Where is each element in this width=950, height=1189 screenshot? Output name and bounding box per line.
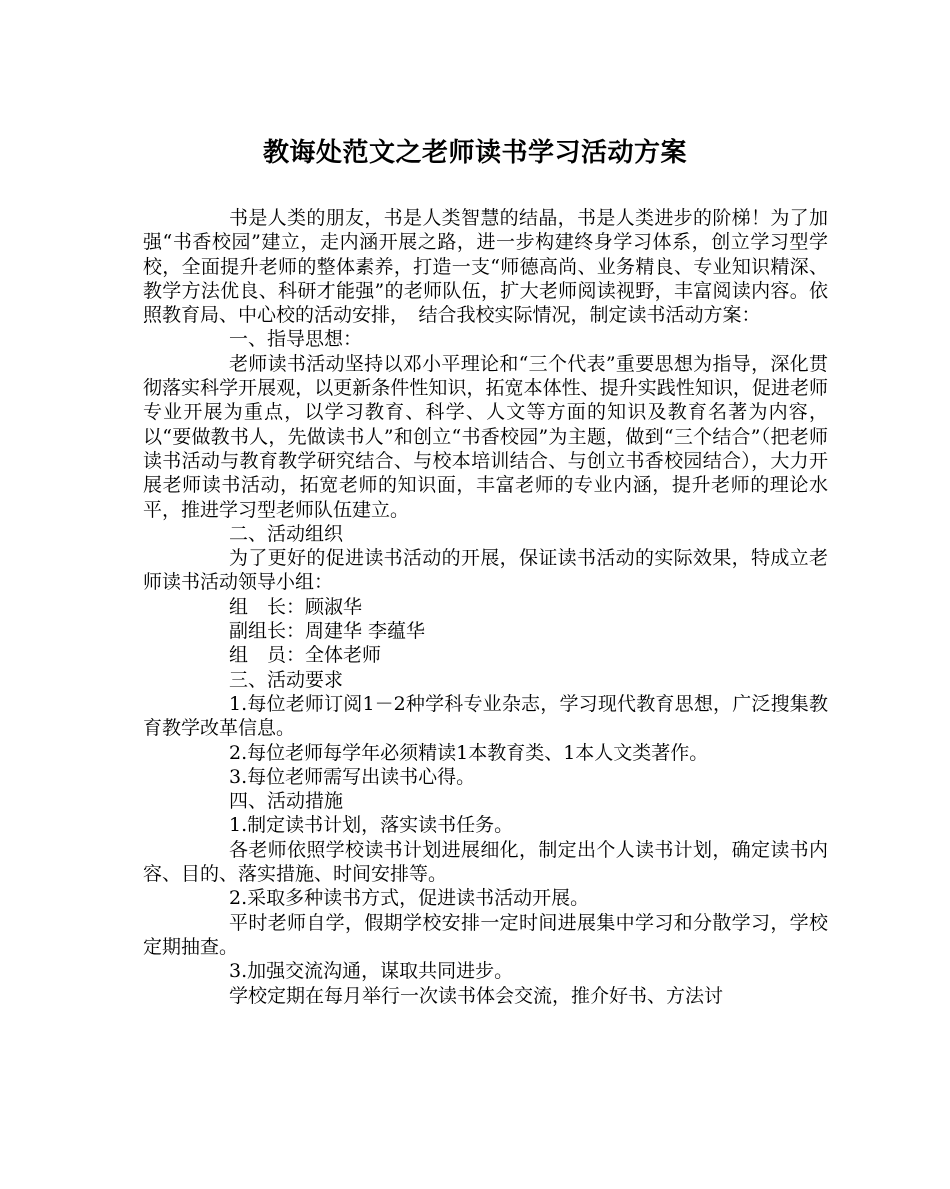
requirement-item: 3.每位老师需写出读书心得。 bbox=[229, 765, 476, 788]
measure-detail: 平时老师自学，假期学校安排一定时间进展集中学习和分散学习，学校定期抽查。 bbox=[143, 911, 828, 958]
requirement-item: 2.每位老师每学年必须精读1本教育类、1本人文类著作。 bbox=[229, 741, 709, 764]
requirement-item: 1.每位老师订阅1－2种学科专业杂志，学习现代教育思想，广泛搜集教育教学改革信息。 bbox=[143, 692, 828, 740]
measure-item: 2.采取多种读书方式，促进读书活动开展。 bbox=[229, 887, 590, 910]
leader-line: 组 长：顾淑华 bbox=[229, 595, 363, 618]
measure-detail: 学校定期在每月举行一次读书体会交流，推介好书、方法讨 bbox=[229, 984, 724, 1007]
section-heading-requirements: 三、活动要求 bbox=[229, 668, 344, 691]
members-line: 组 员：全体老师 bbox=[229, 644, 382, 667]
organization-paragraph: 为了更好的促进读书活动的开展，保证读书活动的实际效果，特成立老师读书活动领导小组： bbox=[143, 547, 828, 594]
intro-paragraph: 书是人类的朋友，书是人类智慧的结晶，书是人类进步的阶梯！为了加强“书香校园”建立，走内涵开展之路，进一步构建终身学习体系，创立学习型学校，全面提升老师的整体素养，打造一支“师德高尚、业务精良、专业知识精深、教学方法优良、科研才能强”的老师队伍，扩大老师阅读视野，丰富阅读内容。依照教育局、中心校的活动安排， 结合我校实际情况，制定读书活动方案： bbox=[143, 207, 828, 327]
deputy-leader-line: 副组长：周建华 李蕴华 bbox=[229, 620, 426, 643]
document-title: 教诲处范文之老师读书学习活动方案 bbox=[262, 138, 687, 168]
section-heading-measures: 四、活动措施 bbox=[229, 790, 344, 813]
section-heading-guiding-thought: 一、指导思想： bbox=[229, 328, 363, 351]
guiding-thought-paragraph: 老师读书活动坚持以邓小平理论和“三个代表”重要思想为指导，深化贯彻落实科学开展观，以更新条件性知识，拓宽本体性、提升实践性知识，促进老师专业开展为重点，以学习教育、科学、人文等方面的知识及教育名著为内容，以“要做教书人，先做读书人”和创立“书香校园”为主题，做到“三个结合”（把老师读书活动与教育教学研究结合、与校本培训结合、与创立书香校园结合），大力开展老师读书活动，拓宽老师的知识面，丰富老师的专业内涵，提升老师的理论水平，推进学习型老师队伍建立。 bbox=[143, 352, 828, 521]
section-heading-organization: 二、活动组织 bbox=[229, 522, 344, 545]
measure-item: 3.加强交流沟通，谋取共同进步。 bbox=[229, 960, 514, 983]
measure-detail: 各老师依照学校读书计划进展细化，制定出个人读书计划，确定读书内容、目的、落实措施、时间安排等。 bbox=[143, 838, 828, 886]
document-body bbox=[143, 206, 828, 1008]
measure-item: 1.制定读书计划，落实读书任务。 bbox=[229, 814, 514, 837]
